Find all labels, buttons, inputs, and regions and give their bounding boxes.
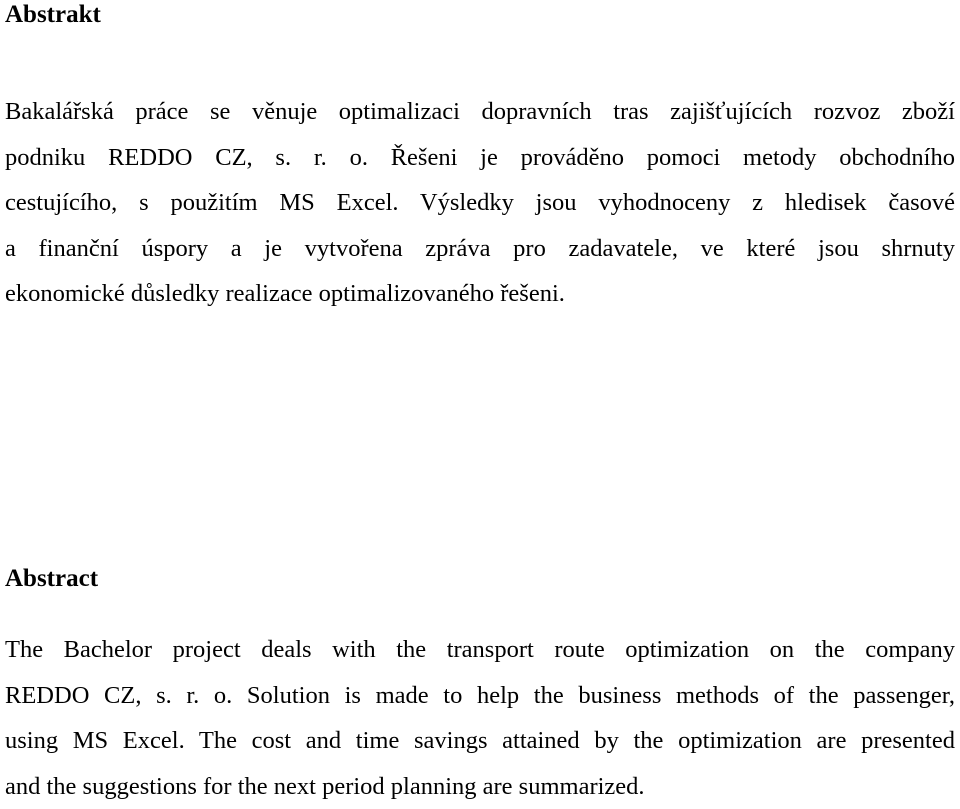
czech-abstract-line: podniku REDDO CZ, s. r. o. Řešeni je prováděno pomoci metody obchodního bbox=[5, 135, 955, 181]
english-abstract-section bbox=[5, 564, 955, 809]
czech-abstract-paragraph bbox=[5, 89, 955, 317]
czech-abstract-line: ekonomické důsledky realizace optimalizovaného řešeni. bbox=[5, 271, 955, 317]
english-abstract-paragraph bbox=[5, 627, 955, 809]
english-abstract-line: using MS Excel. The cost and time savings attained by the optimization are presented bbox=[5, 718, 955, 764]
czech-abstract-section bbox=[5, 0, 955, 317]
czech-abstract-line: a finanční úspory a je vytvořena zpráva pro zadavatele, ve které jsou shrnuty bbox=[5, 226, 955, 272]
czech-abstract-line: Bakalářská práce se věnuje optimalizaci dopravních tras zajišťujících rozvoz zboží bbox=[5, 89, 955, 135]
english-abstract-line: REDDO CZ, s. r. o. Solution is made to help the business methods of the passenger, bbox=[5, 673, 955, 719]
english-abstract-line: The Bachelor project deals with the transport route optimization on the company bbox=[5, 627, 955, 673]
english-abstract-heading: Abstract bbox=[5, 564, 955, 594]
english-abstract-line: and the suggestions for the next period planning are summarized. bbox=[5, 764, 955, 809]
czech-abstract-line: cestujícího, s použitím MS Excel. Výsledky jsou vyhodnoceny z hledisek časové bbox=[5, 180, 955, 226]
czech-abstract-heading: Abstrakt bbox=[5, 0, 955, 30]
